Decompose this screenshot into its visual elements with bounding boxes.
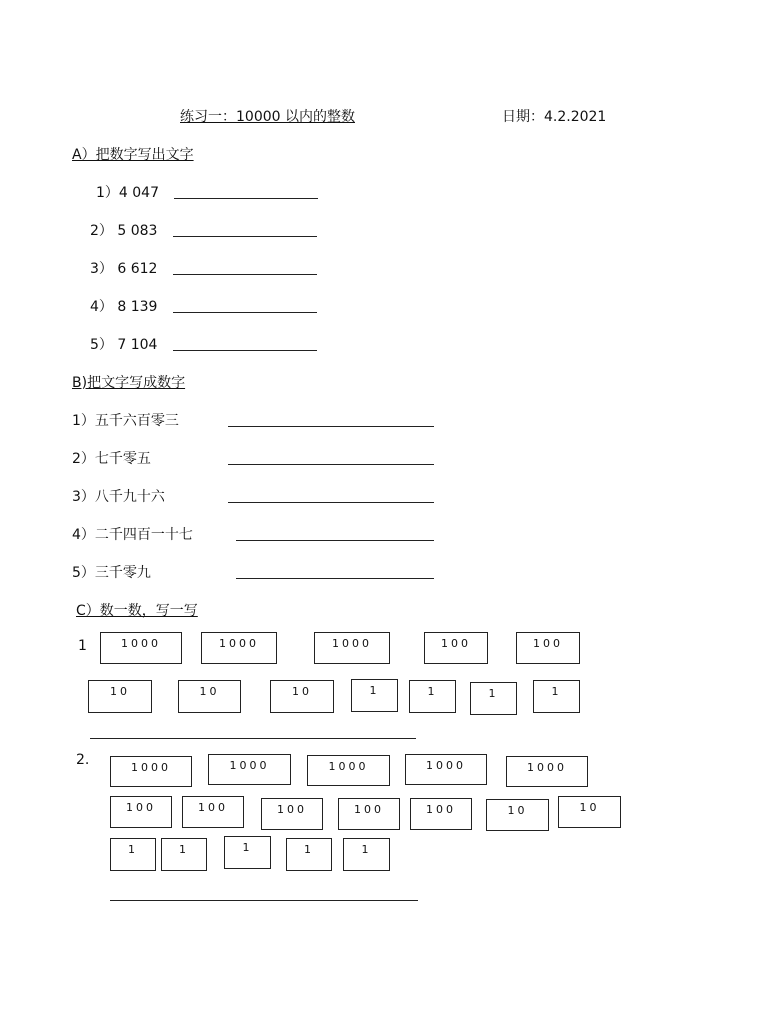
answer-line-b1[interactable]	[228, 426, 434, 427]
block-1000: 1000	[314, 632, 390, 664]
section-a-item-1: 1）4 047	[96, 185, 159, 201]
answer-line-a4[interactable]	[173, 312, 317, 313]
question-2-label: 2.	[76, 752, 90, 768]
section-a-heading: A）把数字写出文字	[72, 147, 194, 163]
block-100: 100	[516, 632, 580, 664]
section-b-heading: B)把文字写成数字	[72, 375, 186, 391]
answer-line-b5[interactable]	[236, 578, 434, 579]
block-1: 1	[409, 680, 456, 713]
block-1: 1	[286, 838, 332, 871]
block-1000: 1000	[110, 756, 192, 787]
block-100: 100	[410, 798, 472, 830]
block-100: 100	[424, 632, 488, 664]
answer-line-b4[interactable]	[236, 540, 434, 541]
answer-line-a5[interactable]	[173, 350, 317, 351]
section-a-item-4: 4） 8 139	[90, 299, 158, 315]
answer-line-a1[interactable]	[174, 198, 318, 199]
block-10: 10	[88, 680, 152, 713]
block-1: 1	[161, 838, 207, 871]
block-1: 1	[470, 682, 517, 715]
answer-line-c2[interactable]	[110, 900, 418, 901]
block-1000: 1000	[405, 754, 487, 785]
answer-line-a2[interactable]	[173, 236, 317, 237]
block-10: 10	[558, 796, 621, 828]
block-1: 1	[343, 838, 390, 871]
answer-line-a3[interactable]	[173, 274, 317, 275]
block-10: 10	[178, 680, 241, 713]
worksheet-date: 日期：4.2.2021	[502, 109, 607, 125]
block-1: 1	[224, 836, 271, 869]
section-b-item-3: 3）八千九十六	[72, 489, 165, 505]
block-10: 10	[270, 680, 334, 713]
section-a-item-2: 2） 5 083	[90, 223, 158, 239]
section-a-item-3: 3） 6 612	[90, 261, 158, 277]
section-b-item-1: 1）五千六百零三	[72, 413, 179, 429]
section-b-item-4: 4）二千四百一十七	[72, 527, 193, 543]
block-1000: 1000	[100, 632, 182, 664]
section-b-item-2: 2）七千零五	[72, 451, 151, 467]
question-1-label: 1	[78, 638, 87, 654]
answer-line-c1[interactable]	[90, 738, 416, 739]
answer-line-b3[interactable]	[228, 502, 434, 503]
section-c-heading: C）数一数，写一写	[76, 603, 198, 619]
section-a-item-5: 5） 7 104	[90, 337, 158, 353]
block-100: 100	[261, 798, 323, 830]
block-1: 1	[533, 680, 580, 713]
block-100: 100	[338, 798, 400, 830]
block-1: 1	[110, 838, 156, 871]
block-1000: 1000	[208, 754, 291, 785]
block-100: 100	[110, 796, 172, 828]
block-10: 10	[486, 799, 549, 831]
section-b-item-5: 5）三千零九	[72, 565, 151, 581]
block-1000: 1000	[201, 632, 277, 664]
answer-line-b2[interactable]	[228, 464, 434, 465]
block-1: 1	[351, 679, 398, 712]
block-1000: 1000	[506, 756, 588, 787]
block-1000: 1000	[307, 755, 390, 786]
worksheet-title: 练习一：10000 以内的整数	[180, 109, 355, 125]
block-100: 100	[182, 796, 244, 828]
